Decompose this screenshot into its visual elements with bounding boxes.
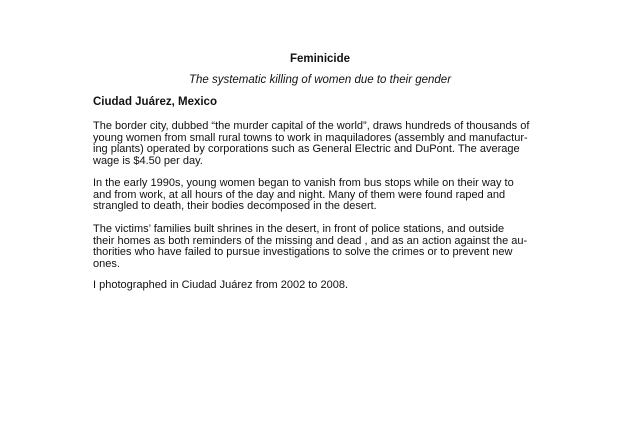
paragraph-line: young women from small rural towns to work in maquiladores (assembly and manufactur- bbox=[93, 131, 528, 144]
paragraph-line: their homes as both reminders of the missing and dead , and as an action against the au- bbox=[93, 234, 528, 247]
paragraph-line: and from work, at all hours of the day and night. Many of them were found raped and bbox=[93, 188, 506, 201]
paragraph-line: ones. bbox=[93, 257, 120, 270]
location-heading: Ciudad Juárez, Mexico bbox=[93, 96, 217, 108]
paragraph-line: wage is $4.50 per day. bbox=[93, 154, 203, 167]
paragraph-line: I photographed in Ciudad Juárez from 2002 to 2008. bbox=[93, 279, 349, 291]
paragraph-photographed bbox=[93, 280, 553, 292]
paragraph-disappearances bbox=[93, 178, 553, 213]
paragraph-line: The border city, dubbed “the murder capital of the world”, draws hundreds of thousands of bbox=[93, 120, 530, 132]
document-subtitle: The systematic killing of women due to their gender bbox=[188, 74, 452, 86]
document-title: Feminicide bbox=[289, 53, 351, 65]
paragraph-line: In the early 1990s, young women began to vanish from bus stops while on their way to bbox=[93, 177, 514, 189]
paragraph-shrines bbox=[93, 224, 553, 270]
paragraph-line: strangled to death, their bodies decomposed in the desert. bbox=[93, 200, 377, 212]
paragraph-line: ing plants) operated by corporations such as General Electric and DuPont. The average bbox=[93, 143, 520, 155]
paragraph-line: The victims’ families built shrines in the desert, in front of police stations, and outside bbox=[93, 223, 505, 235]
paragraph-line: thorities who have failed to pursue investigations to solve the crimes or to prevent new bbox=[93, 246, 513, 258]
paragraph-border-city bbox=[93, 121, 553, 167]
